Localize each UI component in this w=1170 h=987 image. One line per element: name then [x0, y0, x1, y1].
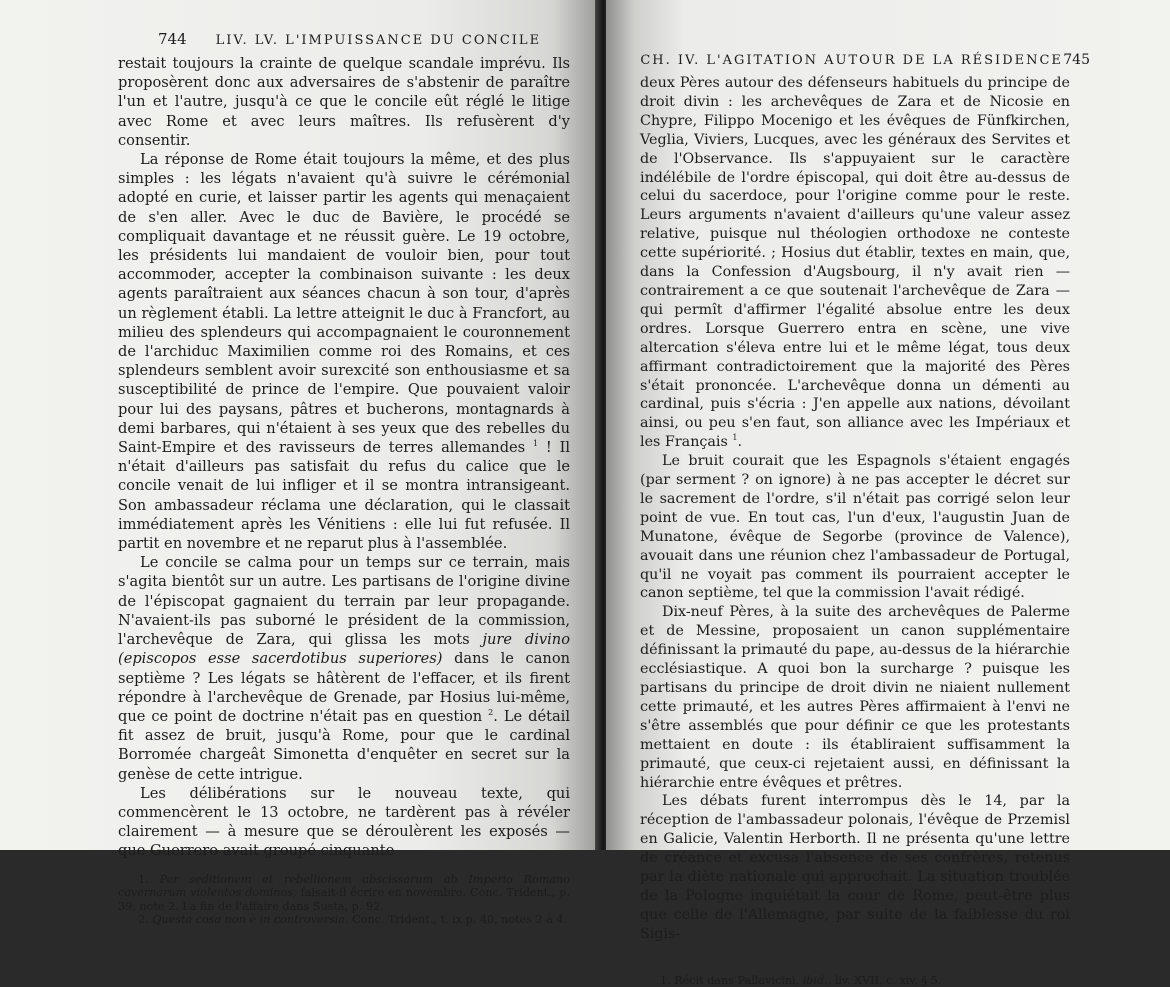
right-paragraph-2: Le bruit courait que les Espagnols s'étaient engagés (par serment ? on ignore) à ne pas accepter le décret sur le sacrement de l'ordre, s'il n'était pas corrigé selon leur point de vue. En tout cas, l'un d'eux, l'augustin Juan de Munatone, évêque de Segorbe (province de Valence), avouait dans une réunion chez l'ambassadeur de Portugal, qu'il ne voyait pas comment ils pourraient accepter le canon septième, tel que la commission l'avait rédigé. — [640, 453, 1070, 602]
right-paragraph-4: Les débats furent interrompus dès le 14, par la réception de l'ambassadeur polonais, l'évêque de Przemisl en Galicie, Valentin Herborth. Il ne présenta qu'une lettre de créance et excusa l'absence de ses confrères, retenus par la diète nationale qui approchait. La situation troublée de la Pologne inquiétait la cour de Rome, peut-être plus que celle de l'Allemagne, par suite de la faiblesse du roi Sigis- — [640, 793, 1070, 942]
left-paragraph-3-end: Le détail fit assez de bruit, jusqu'à Rome, pour que le cardinal Borromée chargeât Simonetta d'enquêter en secret sur la genèse de cette intrigue. — [118, 707, 571, 783]
left-footnotes — [118, 873, 570, 927]
footnote-text: Conc. Trident., t. ix p. 40, notes 2 à 4. — [348, 913, 568, 927]
footnote-ref-1: 1 — [532, 439, 539, 449]
left-paragraph-1: restait toujours la crainte de quelque scandale imprévu. Ils proposèrent donc aux adversaires de s'abstenir de paraître l'un et l'autre, jusqu'à ce que le concile eût réglé le litige avec Rome et avec leurs maîtres. Ils refusèrent d'y consentir. — [118, 55, 570, 149]
left-paragraph-2-tail: ! — [538, 439, 552, 457]
footnote-number: 1. — [138, 872, 149, 886]
footnote-text: Récit dans Pallavicini, — [674, 973, 803, 987]
right-footnotes — [640, 974, 1070, 987]
left-page-number: 744 — [158, 30, 187, 48]
left-paragraph-3-cont: canon septième ? Les légats se hâtèrent de l'effacer, et ils firent répondre à l'archevêque de Grenade, par Hosius lui-même, que ce point de doctrine n'était pas en question — [118, 650, 571, 725]
right-footnote-1 — [640, 974, 1070, 987]
right-page-header — [640, 52, 1090, 68]
right-running-head: CH. IV. L'AGITATION AUTOUR DE LA RÉSIDENCE — [640, 53, 1063, 68]
left-footnote-2 — [118, 913, 570, 927]
left-page — [0, 0, 600, 927]
footnote-number: 1. — [660, 973, 671, 987]
left-running-head: LIV. LV. L'IMPUISSANCE DU CONCILE — [215, 33, 542, 48]
right-page-number: 745 — [1063, 52, 1090, 68]
left-paragraph-3-text: Le concile se calma pour un temps sur ce terrain, mais s'agita bientôt sur un autre. Les partisans de l'origine divine de l'épiscopat gagnaient du terrain par leur propagande. N'avaient-ils pas suborné le président de la commission, l'archevêque de Zara, qui glissa les mots — [118, 554, 570, 649]
left-paragraph-3-mid: dans le — [442, 650, 514, 668]
footnote-ref-1: 1 — [732, 433, 738, 443]
right-paragraph-3: Dix-neuf Pères, à la suite des archevêques de Palerme et de Messine, proposaient un canon supplémentaire définissant la primauté du pape, au-dessus de la hiérarchie ecclésiastique. A quoi bon la surcharge ? puisque les partisans du principe de droit divin ne niaient nullement cette primauté, et les autres Pères affirmaient à l'envi ne s'être assemblés que pour définir ce que les protestants mettaient en doute : ils établiraient suffisamment la primauté, que ceux-ci rejetaient aussi, en définissant la hiérarchie entre évêques et prêtres. — [640, 604, 1070, 791]
left-paragraph-2-cont: Il n'était d'ailleurs pas satisfait du refus du calice que le concile venait de lui infliger et il se montra intransigeant. Son ambassadeur réclama une déclaration, qui le classait immédiatement après les Vénitiens : elle lui fut refusée. Il partit en novembre et ne reparut plus à l'assemblée. — [118, 439, 570, 553]
left-paragraph-3: Le concile se calma pour un temps sur ce terrain, mais s'agita bientôt sur un autre. Les partisans de l'origine divine de l'épiscopat gagnaient du terrain par leur propagande. N'avaient-ils pas suborné le président de la commission, l'archevêque de Zara, qui glissa les mots jure divino (episcopos esse sacerdotibus superiores) dans le canon septième ? Les légats se hâtèrent de l'effacer, et ils firent répondre à l'archevêque de Grenade, par Hosius lui-même, que ce point de doctrine n'était pas en question $^2$. Le détail fit assez de bruit, jusqu'à Rome, pour que le cardinal Borromée chargeât Simonetta d'enquêter en secret sur la genèse de cette intrigue. — [118, 554, 571, 783]
left-footnote-1 — [118, 873, 570, 914]
right-paragraph-1: deux Pères autour des défenseurs habituels du principe de droit divin : les archevêques de Zara et de Nicosie en Chypre, Filippo Mocenigo et les évêques de Fünfkirchen, Veglia, Viviers, Lucques, avec les généraux des Servites et de l'Observance. Ils s'appuyaient sur le caractère indélébile de l'ordre épiscopal, qui doit être au-dessus de celui du sacerdoce, pour l'origine comme pour le reste. Leurs arguments n'avaient d'ailleurs qu'une valeur assez relative, puisque nul théologien orthodoxe ne conteste cette supériorité. ; Hosius dut établir, textes en main, que, dans la Confession d'Augsbourg, il n'y avait rien — contrairement a ce que soutenait l'archevêque de Zara — qui permît d'affirmer l'égalité absolue entre les deux ordres. Lorsque Guerrero entra en scène, une vive altercation s'éleva entre lui et le même légat, tous deux affirmant contradictoirement que la majorité des Pères s'était prononcée. L'archevêque donna un démenti au cardinal, puis s'écria : J'en appelle aux nations, dévoilant ainsi, ou peu s'en faut, son alliance avec les Impériaux et les Français $^1$. — [640, 75, 1070, 451]
footnote-italic: Questa cosa non è in controversia. — [152, 913, 349, 927]
left-page-header — [158, 30, 570, 48]
left-paragraph-2 — [118, 150, 570, 553]
footnote-ref-2: 2 — [488, 708, 494, 718]
footnote-number: 2. — [138, 913, 149, 927]
footnote-text-end: , liv. XVII, c. xiv, § 5. — [827, 973, 942, 987]
right-paragraph-1-text: deux Pères autour des défenseurs habituels du principe de droit divin : les archevêques de Zara et de Nicosie en Chypre, Filippo Mocenigo et les évêques de Fünfkirchen, Veglia, Viviers, Lucques, avec les généraux des Servites et de l'Observance. Ils s'appuyaient sur le caractère indélébile de l'ordre épiscopal, qui doit être au-dessus de celui du sacerdoce, pour l'origine comme pour le reste. Leurs arguments n'avaient d'ailleurs qu'une valeur assez relative, puisque nul théologien orthodoxe ne conteste cette supériorité. ; Hosius dut établir, textes en main, que, dans la Confession d'Augsbourg, il n'y avait rien — contrairement a ce que soutenait l'archevêque de Zara — qui permît d'affirmer l'égalité absolue entre les deux ordres. Lorsque Guerrero entra en scène, une vive altercation s'éleva entre lui et le même légat, tous deux affirmant contradictoirement que la majorité des Pères s'était prononcée. L'archevêque donna un démenti au cardinal, puis s'écria : J'en appelle aux nations, dévoilant ainsi, ou peu s'en faut, son alliance avec les Impériaux et les Français — [640, 75, 1070, 451]
footnote-text: faisait-il écrire en novembre. Conc. Trident., p. 39, note 2. La fin de l'affaire dans Susta, p. 92. — [118, 886, 570, 913]
footnote-italic: Per seditionem et rebellionem abscissarum ab Imperio Romano cavernarum violentos dominos, — [118, 872, 570, 900]
left-paragraph-2-text: La réponse de Rome était toujours la même, et des plus simples : les légats n'avaient qu'à suivre le cérémonial adopté en curie, et laisser partir les agents qui menaçaient de s'en aller. Avec le duc de Bavière, le procédé se compliquait davantage et ne réussit guère. Le 19 octobre, les présidents lui mandaient de vouloir bien, pour tout accommoder, accepter la combinaison suivante : les deux agents paraîtraient aux séances chacun à son tour, d'après un règlement établi. La lettre atteignit le duc à Francfort, au milieu des splendeurs qui accompagnaient le couronnement de l'archiduc Maximilien comme roi des Romains, et ces splendeurs semblent avoir surexcité son enthousiasme et sa susceptibilité de prince de l'empire. Que pouvaient valoir pour lui des paysans, pâtres et bucherons, montagnards à demi barbares, qui n'étaient à ses yeux que des rebelles du Saint-Empire et des ravisseurs de terres allemandes — [118, 151, 570, 457]
right-page — [606, 0, 1170, 987]
left-paragraph-4: Les délibérations sur le nouveau texte, qui commencèrent le 13 octobre, ne tardèrent pas à révéler clairement — à mesure que se déroulèrent les exposés — que Guerrero avait groupé cinquante — [118, 784, 570, 860]
footnote-italic: ibid. — [802, 973, 828, 987]
latin-phrase: jure divino (episcopos esse sacerdotibus superiores) — [118, 631, 570, 668]
